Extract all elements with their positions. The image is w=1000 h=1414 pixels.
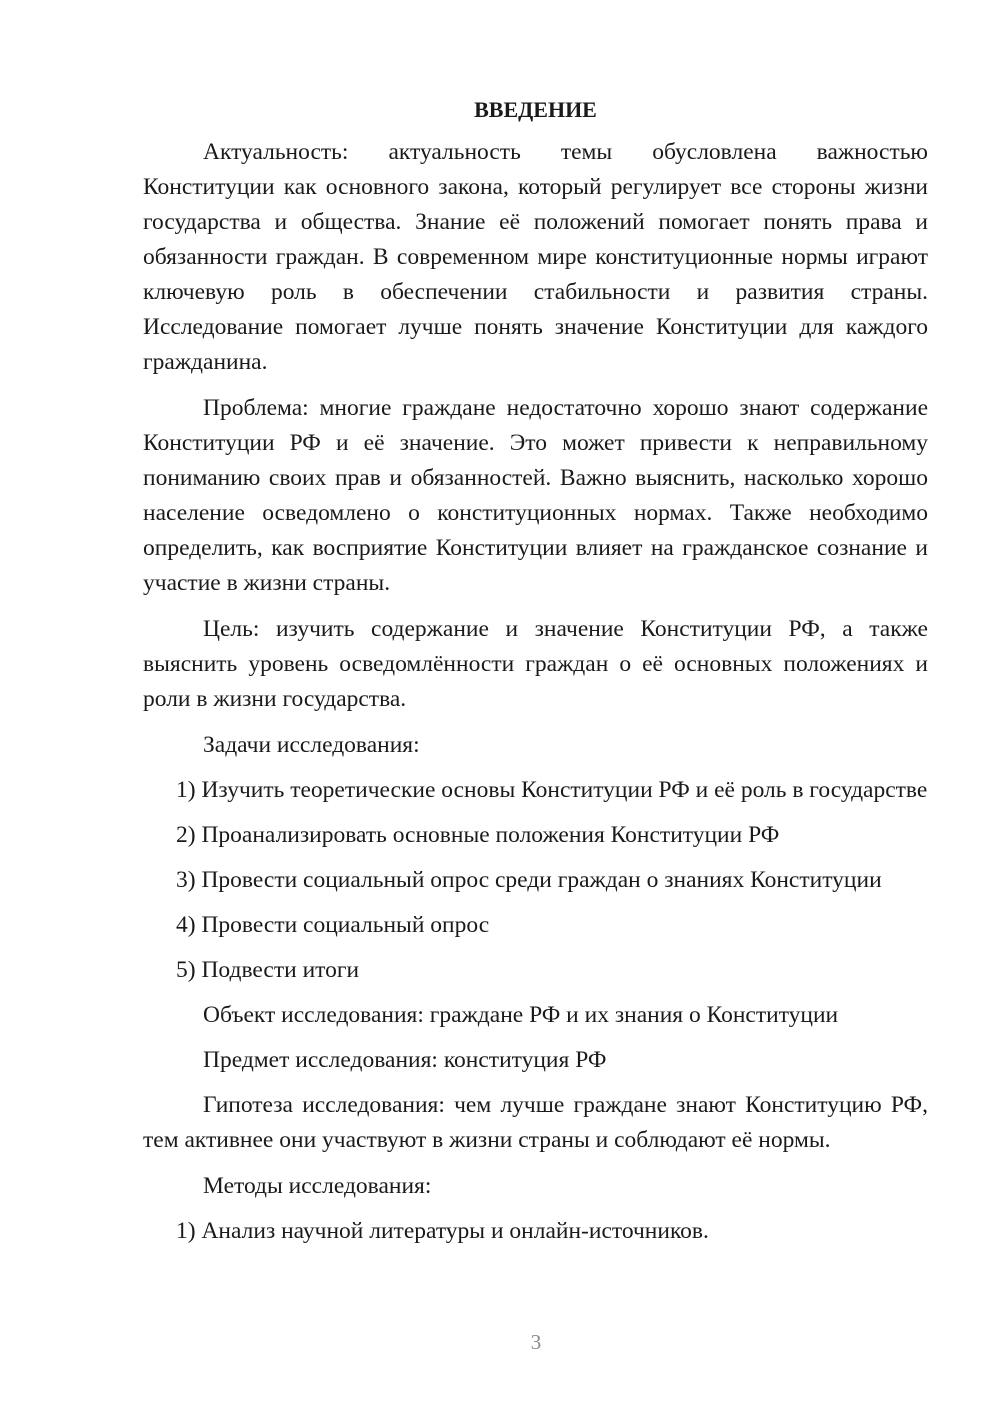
subject-paragraph: Предмет исследования: конституция РФ (203, 1047, 607, 1073)
task-item: 4) Провести социальный опрос (176, 912, 490, 938)
task-item: 1) Изучить теоретические основы Конституции РФ и её роль в государстве (176, 777, 928, 803)
tasks-heading: Задачи исследования: (203, 732, 420, 758)
task-item: 2) Проанализировать основные положения Конституции РФ (176, 822, 780, 848)
method-item: 1) Анализ научной литературы и онлайн-источников. (176, 1218, 709, 1244)
goal-paragraph: Цель: изучить содержание и значение Конституции РФ, а также выяснить уровень осведомлённости граждан о её основных положениях и роли в жизни государства. (143, 616, 928, 712)
relevance-paragraph: Актуальность: актуальность темы обусловлена важностью Конституции как основного закона, который регулирует все стороны жизни государства и общества. Знание её положений помогает понять права и обязанности граждан. В современном мире конституционные нормы играют ключевую роль в обеспечении стабильности и развития страны. Исследование помогает лучше понять значение Конституции для каждого гражданина. (143, 139, 928, 375)
problem-paragraph: Проблема: многие граждане недостаточно хорошо знают содержание Конституции РФ и её значение. Это может привести к неправильному пониманию своих прав и обязанностей. Важно выяснить, насколько хорошо население осведомлено о конституционных нормах. Также необходимо определить, как восприятие Конституции влияет на гражданское сознание и участие в жизни страны. (143, 395, 928, 596)
methods-heading: Методы исследования: (203, 1173, 432, 1199)
task-item: 5) Подвести итоги (176, 957, 360, 983)
page-number: 3 (530, 1330, 542, 1354)
object-paragraph: Объект исследования: граждане РФ и их знания о Конституции (203, 1002, 839, 1028)
hypothesis-paragraph: Гипотеза исследования: чем лучше граждане знают Конституцию РФ, тем активнее они участвуют в жизни страны и соблюдают её нормы. (143, 1092, 928, 1153)
task-item: 3) Провести социальный опрос среди граждан о знаниях Конституции (176, 867, 882, 893)
page-title: ВВЕДЕНИЕ (474, 97, 597, 122)
page-content (143, 92, 928, 1259)
